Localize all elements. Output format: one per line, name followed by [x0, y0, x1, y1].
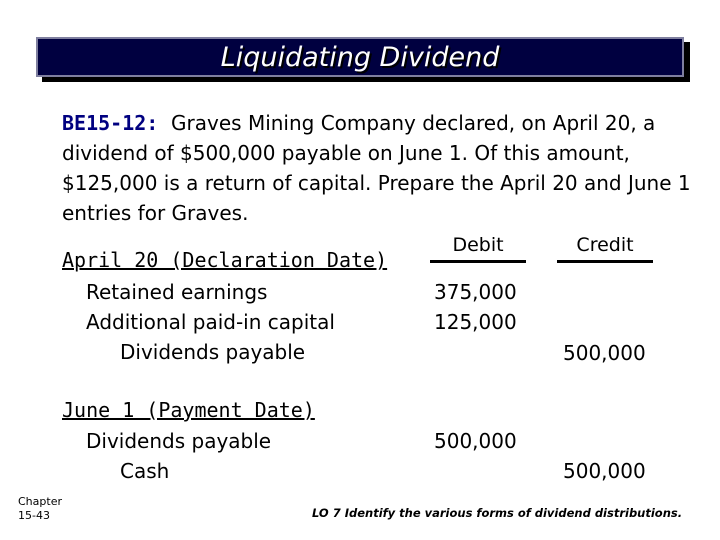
chapter-page-label	[18, 495, 62, 523]
entry2-credit-2: 500,000	[563, 459, 646, 483]
entry1-account-2: Additional paid-in capital	[86, 310, 335, 334]
entry2-account-2: Cash	[120, 459, 170, 483]
problem-text: Graves Mining Company declared, on April 20, a dividend of $500,000 payable on June 1. Of this amount, $125,000 is a return of capital. Prepare the April 20 and June 1 entries for Graves.	[62, 111, 691, 225]
entry1-heading: April 20 (Declaration Date)	[62, 248, 388, 272]
page-title: Liquidating Dividend	[220, 41, 500, 73]
entry1-credit-3: 500,000	[563, 341, 646, 365]
entry2-debit-1: 500,000	[434, 429, 517, 453]
chapter-page-number: 15-43	[18, 509, 50, 522]
learning-objective: LO 7 Identify the various forms of dividend distributions.	[312, 506, 683, 520]
problem-statement	[62, 108, 692, 228]
entry1-debit-1: 375,000	[434, 280, 517, 304]
entry2-heading: June 1 (Payment Date)	[62, 398, 315, 422]
entry1-account-1: Retained earnings	[86, 280, 268, 304]
entry1-account-3: Dividends payable	[120, 340, 306, 364]
credit-column-header: Credit	[557, 234, 653, 263]
entry1-debit-2: 125,000	[434, 310, 517, 334]
debit-column-header: Debit	[430, 234, 526, 263]
exercise-reference: BE15-12:	[62, 111, 159, 135]
entry2-account-1: Dividends payable	[86, 429, 272, 453]
chapter-label: Chapter	[18, 495, 62, 508]
title-banner	[36, 37, 684, 77]
